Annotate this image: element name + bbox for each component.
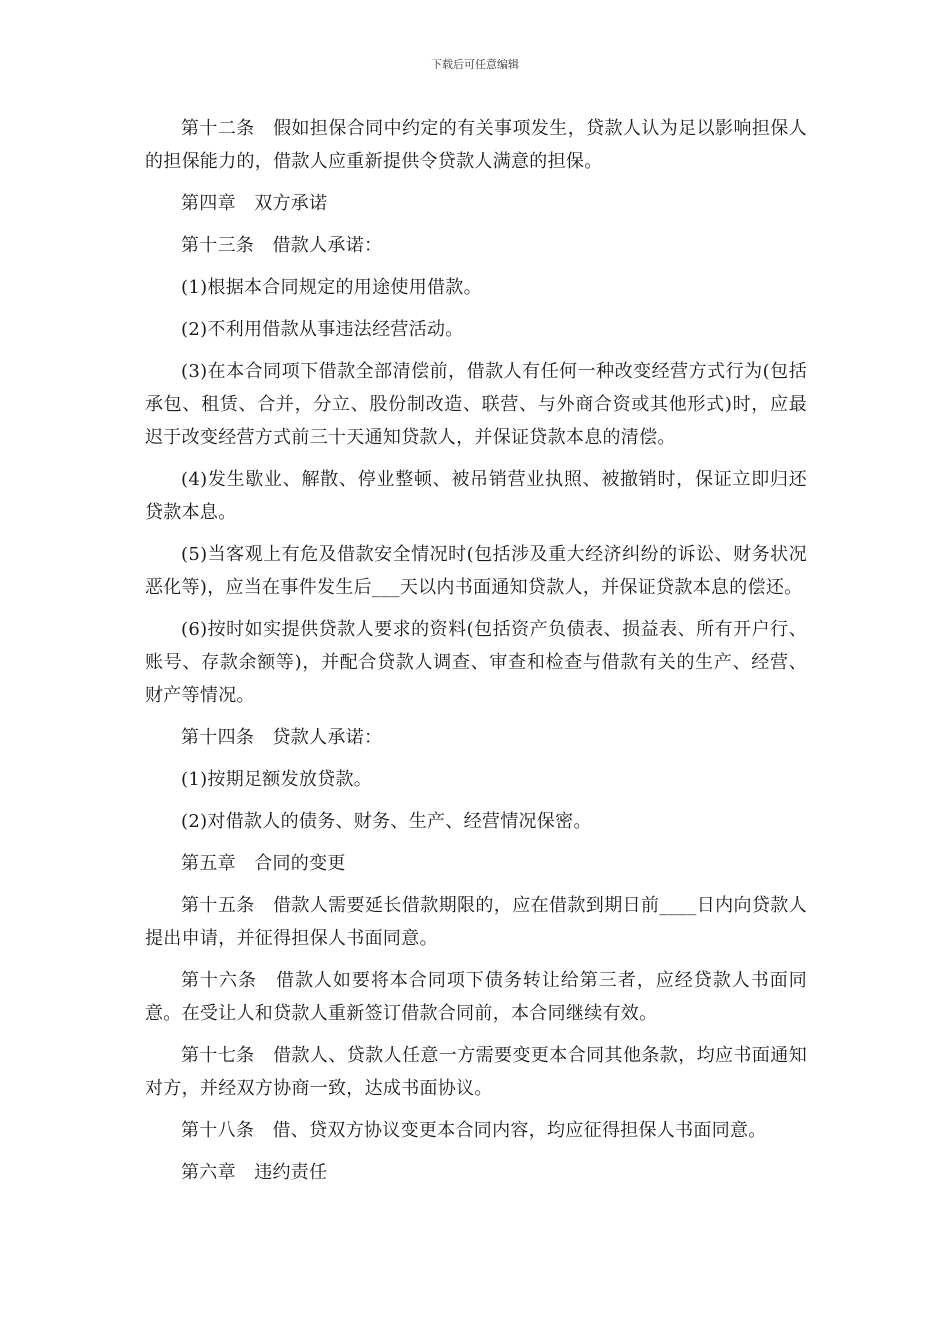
article-14-paragraph: 第十四条 贷款人承诺： [181,727,383,748]
article-13-item-3: (3)在本合同项下借款全部清偿前，借款人有任何一种改变经营方式行为(包括承包、租赁、合并，分立、股份制改造、联营、与外商合资或其他形式)时，应最迟于改变经营方式前三十天通知贷款人，并保证贷款本息的清偿。 [145,361,807,448]
article-14-item-2: (2)对借款人的债务、财务、生产、经营情况保密。 [181,811,592,832]
article-13-item-2: (2)不利用借款从事违法经营活动。 [181,319,464,340]
article-18-paragraph: 第十八条 借、贷双方协议变更本合同内容，均应征得担保人书面同意。 [181,1120,767,1141]
chapter-6-heading: 第六章 违约责任 [181,1162,328,1183]
article-13-item-1: (1)根据本合同规定的用途使用借款。 [181,277,482,298]
article-17-paragraph: 第十七条 借款人、贷款人任意一方需要变更本合同其他条款，均应书面通知对方，并经双方协商一致，达成书面协议。 [145,1045,807,1099]
article-13-item-5: (5)当客观上有危及借款安全情况时(包括涉及重大经济纠纷的诉讼、财务状况恶化等)，应当在事件发生后___天以内书面通知贷款人，并保证贷款本息的偿还。 [145,544,807,598]
chapter-4-heading: 第四章 双方承诺 [181,193,328,214]
article-12-paragraph: 第十二条 假如担保合同中约定的有关事项发生，贷款人认为足以影响担保人的担保能力的，借款人应重新提供令贷款人满意的担保。 [145,118,807,172]
page-header: 下载后可任意编辑 [431,58,519,71]
article-14-item-1: (1)按期足额发放贷款。 [181,769,373,790]
chapter-5-heading: 第五章 合同的变更 [181,853,346,874]
document-body [145,112,807,1198]
article-13-item-6: (6)按时如实提供贷款人要求的资料(包括资产负债表、损益表、所有开户行、账号、存款余额等)，并配合贷款人调查、审查和检查与借款有关的生产、经营、财产等情况。 [145,619,807,706]
article-16-paragraph: 第十六条 借款人如要将本合同项下债务转让给第三者，应经贷款人书面同意。在受让人和贷款人重新签订借款合同前，本合同继续有效。 [145,970,807,1024]
article-13-item-4: (4)发生歇业、解散、停业整顿、被吊销营业执照、被撤销时，保证立即归还贷款本息。 [145,469,807,523]
article-13-paragraph: 第十三条 借款人承诺： [181,235,383,256]
article-15-paragraph: 第十五条 借款人需要延长借款期限的，应在借款到期日前____日内向贷款人提出申请，并征得担保人书面同意。 [145,895,807,949]
